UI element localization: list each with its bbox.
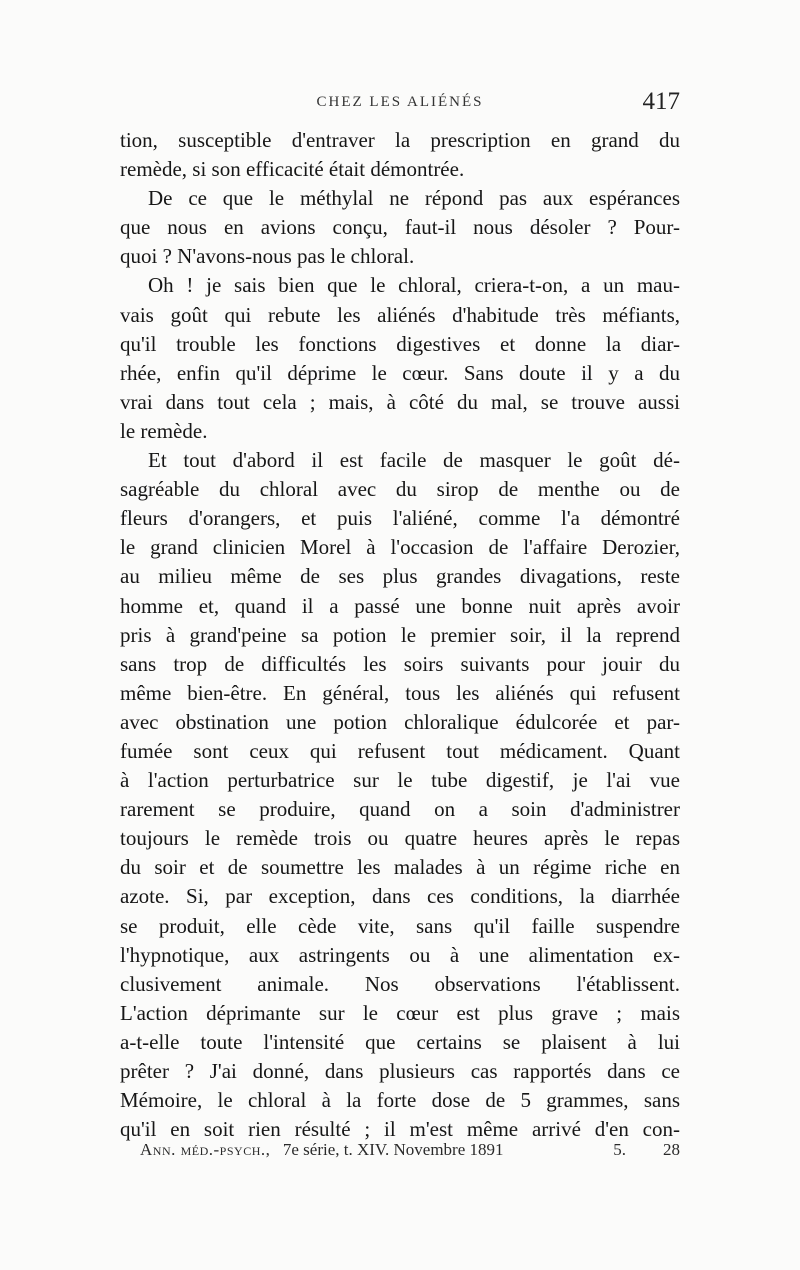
text-line: vrai dans tout cela ; mais, à côté du mal, se trouve aussi: [120, 389, 680, 414]
text-line: pris à grand'peine sa potion le premier soir, il la reprend: [120, 622, 680, 647]
text-line: qu'il trouble les fonctions digestives et donne la diar-: [120, 331, 680, 356]
footer-sheet-number: 28: [663, 1140, 680, 1159]
text-line: le remède.: [120, 418, 208, 443]
running-title: CHEZ LES ALIÉNÉS: [316, 94, 484, 110]
text-line: rarement se produire, quand on a soin d'administrer: [120, 797, 680, 822]
text-line: quoi ? N'avons-nous pas le chloral.: [120, 244, 415, 269]
text-line: a-t-elle toute l'intensité que certains se plaisent à lui: [120, 1029, 680, 1054]
page-footer: [140, 1140, 680, 1166]
text-line: Et tout d'abord il est facile de masquer le goût dé-: [148, 448, 680, 473]
text-line: Oh ! je sais bien que le chloral, criera-t-on, a un mau-: [148, 273, 680, 298]
text-line: même bien-être. En général, tous les aliénés qui refusent: [120, 680, 680, 705]
text-line: fleurs d'orangers, et puis l'aliéné, comme l'a démontré: [120, 506, 680, 531]
footer-signature-mark: 5.: [613, 1140, 626, 1159]
text-line: l'hypnotique, aux astringents ou à une alimentation ex-: [120, 942, 680, 967]
text-line: tion, susceptible d'entraver la prescription en grand du: [120, 128, 680, 152]
page-number: 417: [642, 88, 680, 115]
text-line: à l'action perturbatrice sur le tube digestif, je l'ai vue: [120, 768, 680, 793]
text-line: du soir et de soumettre les malades à un régime riche en: [120, 855, 680, 880]
text-line: le grand clinicien Morel à l'occasion de l'affaire Derozier,: [120, 535, 680, 560]
text-line: rhée, enfin qu'il déprime le cœur. Sans doute il y a du: [120, 360, 680, 385]
body-text: [120, 126, 680, 1144]
text-line: que nous en avions conçu, faut-il nous désoler ? Pour-: [120, 215, 680, 240]
text-line: se produit, elle cède vite, sans qu'il faille suspendre: [120, 913, 680, 938]
text-line: De ce que le méthylal ne répond pas aux espérances: [148, 186, 680, 211]
text-line: au milieu même de ses plus grandes divagations, reste: [120, 564, 680, 589]
footer-journal: Ann. méd.-psych.,: [140, 1140, 271, 1159]
text-line: L'action déprimante sur le cœur est plus grave ; mais: [120, 1000, 680, 1025]
text-line: qu'il en soit rien résulté ; il m'est même arrivé d'en con-: [120, 1117, 680, 1142]
text-line: toujours le remède trois ou quatre heures après le repas: [120, 826, 680, 851]
footer-series: 7e série, t. XIV. Novembre 1891: [282, 1140, 504, 1159]
text-line: remède, si son efficacité était démontrée.: [120, 157, 465, 182]
text-line: fumée sont ceux qui refusent tout médicament. Quant: [120, 738, 680, 763]
text-line: homme et, quand il a passé une bonne nuit après avoir: [120, 593, 680, 618]
text-line: vais goût qui rebute les aliénés d'habitude très méfiants,: [120, 302, 680, 327]
text-line: sans trop de difficultés les soirs suivants pour jouir du: [120, 651, 680, 676]
text-line: Mémoire, le chloral à la forte dose de 5 grammes, sans: [120, 1088, 680, 1113]
text-line: azote. Si, par exception, dans ces conditions, la diarrhée: [120, 884, 680, 909]
running-header: [120, 88, 680, 120]
text-line: avec obstination une potion chloralique édulcorée et par-: [120, 709, 680, 734]
text-line: clusivement animale. Nos observations l'établissent.: [120, 971, 680, 996]
text-line: sagréable du chloral avec du sirop de menthe ou de: [120, 477, 680, 502]
text-line: prêter ? J'ai donné, dans plusieurs cas rapportés dans ce: [120, 1059, 680, 1083]
